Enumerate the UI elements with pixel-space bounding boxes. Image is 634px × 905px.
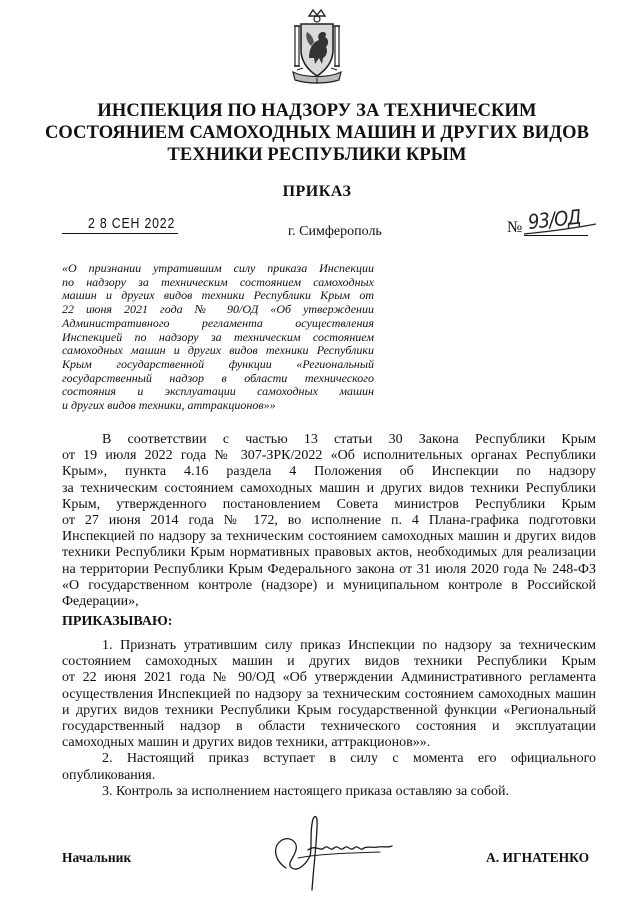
subject-line: Административного регламента осуществления — [62, 315, 374, 330]
preamble-line: на территории Республики Крым Федерального закона от 31 июля 2020 года № 248-ФЗ — [62, 561, 596, 577]
item1-line: от 22 июня 2021 года № 90/ОД «Об утверждении Административного регламента — [62, 670, 596, 686]
signer-name: А. ИГНАТЕНКО — [486, 850, 590, 865]
document-type-heading: ПРИКАЗ — [282, 183, 352, 200]
org-title-line: ИНСПЕКЦИЯ ПО НАДЗОРУ ЗА ТЕХНИЧЕСКИМ — [97, 101, 537, 121]
item1-line: самоходных машин и других видов техники, аттракционов»». — [62, 735, 431, 751]
item1-line: 1. Признать утратившим силу приказ Инспекции по надзору за техническим — [102, 638, 596, 653]
order-items — [62, 638, 596, 800]
order-number-handwritten: 93/ОД — [526, 204, 582, 234]
preamble-line: «О государственном контроле (надзоре) и муниципальном контроле в Российской — [62, 577, 596, 593]
preamble-line: от 19 июля 2022 года № 307-ЗРК/2022 «Об исполнительных органах Республики — [62, 448, 596, 464]
item2-line: 2. Настоящий приказ вступает в силу с момента его официального — [102, 751, 596, 767]
subject-line: и других видов техники, аттракционов»» — [62, 398, 276, 413]
preamble-line: В соответствии с частью 13 статьи 30 Закона Республики Крым — [102, 432, 596, 447]
subject-line: по надзору за техническим состоянием самоходных — [62, 274, 374, 289]
subject-line: 22 июня 2021 года № 90/ОД «Об утверждении — [62, 302, 374, 317]
preamble-line: Инспекцией по надзору за техническим состоянием самоходных машин и других видов — [62, 529, 596, 545]
org-title-line: СОСТОЯНИЕМ САМОХОДНЫХ МАШИН И ДРУГИХ ВИДОВ — [44, 123, 590, 143]
order-city: г. Симферополь — [288, 224, 382, 239]
handwritten-underline-stroke — [520, 210, 600, 240]
preamble-paragraph — [62, 432, 596, 610]
item1-line: и других видов техники Республики Крым государственной функции «Региональный — [62, 702, 596, 718]
number-sign: № — [507, 219, 523, 236]
order-subject — [62, 262, 374, 413]
organization-title — [40, 100, 594, 166]
coat-of-arms-emblem — [289, 6, 345, 86]
item2-line: опубликования. — [62, 767, 156, 783]
item1-line: государственный надзор в области технического состояния и эксплуатации — [62, 719, 596, 735]
subject-line: машин и других видов техники Республики Крым от — [62, 288, 374, 303]
subject-line: самоходных машин и других видов техники Республики — [62, 343, 374, 358]
preamble-line: Федерации», — [62, 594, 139, 610]
item1-line: состоянием самоходных машин и других видов техники Республики Крым — [62, 654, 596, 670]
date-underline — [62, 233, 178, 234]
subject-line: состояния и эксплуатации самоходных машин — [62, 384, 374, 399]
handwritten-signature — [268, 806, 398, 898]
preamble-line: Крым, утвержденного постановлением Совета министров Республики Крым — [62, 496, 596, 512]
item3-line: 3. Контроль за исполнением настоящего приказа оставляю за собой. — [102, 783, 510, 799]
signer-position: Начальник — [62, 850, 132, 865]
preamble-line: Крым», пункта 4.16 раздела 4 Положения об Инспекции по надзору — [62, 464, 596, 480]
subject-line: государственный надзор в области технического — [62, 370, 374, 385]
subject-line: Крым государственной функции «Региональный — [62, 356, 374, 371]
item1-line: осуществления Инспекцией по надзору за техническим состоянием самоходных машин — [62, 686, 596, 702]
preamble-line: за техническим состоянием самоходных машин и других видов техники Республики — [62, 480, 596, 496]
preamble-line: техники Республики Крым нормативных правовых актов, необходимых для реализации — [62, 545, 596, 561]
ordered-heading: ПРИКАЗЫВАЮ: — [62, 614, 173, 629]
order-date-stamp: 2 8 СЕН 2022 — [88, 215, 176, 232]
org-title-line: ТЕХНИКИ РЕСПУБЛИКИ КРЫМ — [167, 145, 467, 165]
subject-line: «О признании утратившим силу приказа Инспекции — [62, 261, 374, 275]
subject-line: Инспекцией по надзору за техническим состоянием — [62, 329, 374, 344]
preamble-line: от 27 июня 2014 года № 172, во исполнение п. 4 Плана-графика подготовки — [62, 513, 596, 529]
